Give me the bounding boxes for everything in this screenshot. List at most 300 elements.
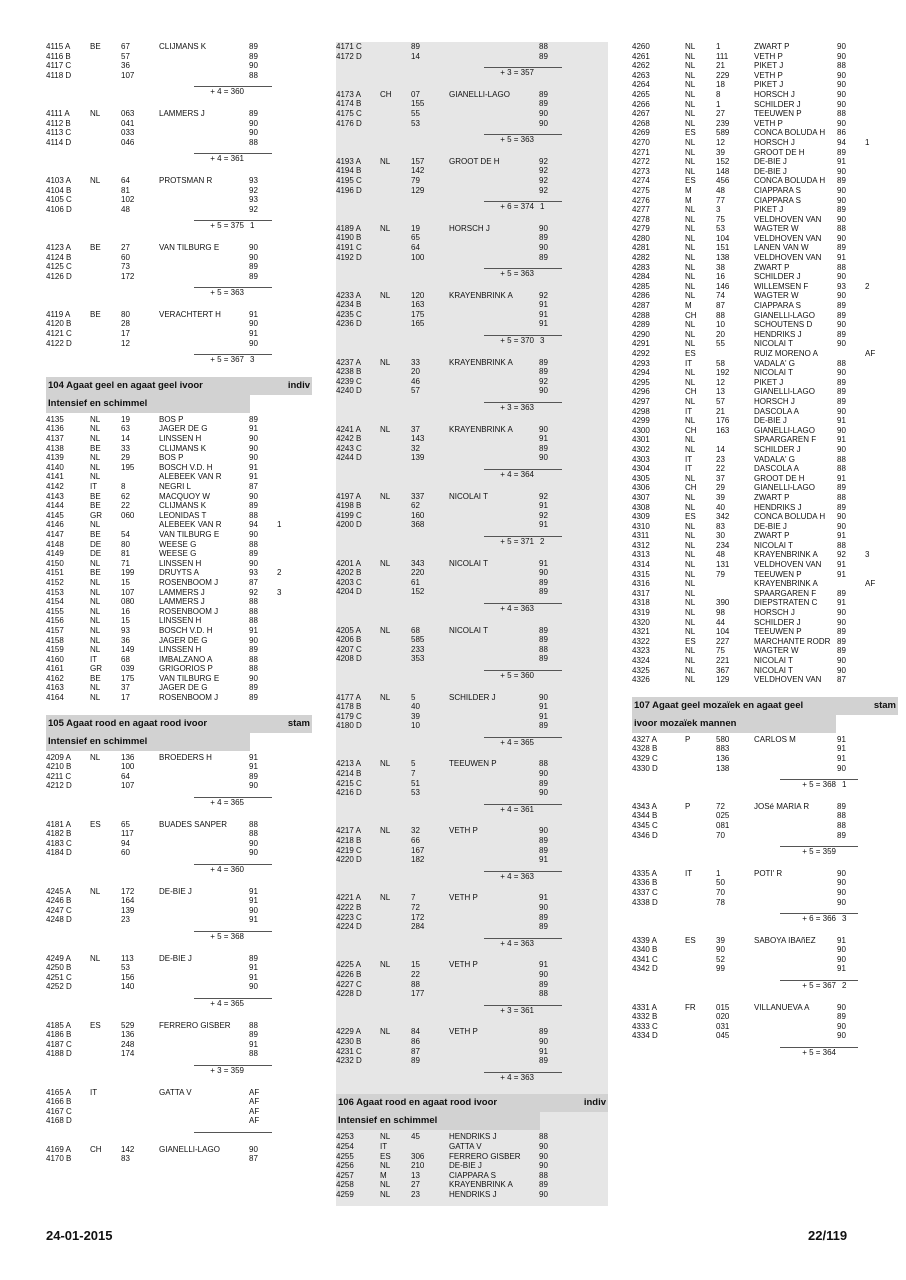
- table-cell: 72: [716, 801, 725, 811]
- table-cell: [380, 42, 411, 52]
- table-cell: 4219 C: [336, 845, 362, 855]
- table-cell: 88: [837, 454, 846, 464]
- table-cell: [865, 320, 883, 330]
- table-cell: [277, 1088, 295, 1098]
- table-cell: 22: [411, 969, 420, 979]
- table-cell: [567, 1037, 585, 1047]
- table-cell: 90: [249, 1144, 258, 1154]
- table-cell: 4104 B: [46, 185, 72, 195]
- table-cell: 64: [121, 771, 130, 781]
- table-row: [46, 1030, 312, 1040]
- table-cell: 89: [249, 771, 258, 781]
- table-cell: [90, 1107, 121, 1117]
- table-cell: [685, 945, 716, 955]
- table-row: [632, 831, 898, 841]
- table-cell: 89: [249, 683, 258, 693]
- table-cell: 3: [865, 550, 870, 560]
- block-total: [336, 738, 608, 748]
- table-cell: 4344 B: [632, 811, 658, 821]
- table-cell: 5: [411, 692, 416, 702]
- table-cell: DASCOLA A: [754, 464, 799, 474]
- section-subtitle: Intensief en schimmel: [46, 395, 250, 413]
- total-score: + 4 = 361: [210, 154, 244, 164]
- block-total: [336, 1006, 608, 1016]
- table-cell: [380, 310, 411, 320]
- block-total: [632, 1048, 898, 1058]
- table-cell: 64: [121, 175, 130, 185]
- rank-badge: [250, 154, 268, 164]
- table-cell: DE-BIE J: [159, 953, 192, 963]
- table-cell: GROOT DE H: [754, 473, 805, 483]
- section-header: [46, 377, 312, 395]
- table-cell: NL: [380, 424, 391, 434]
- table-cell: 22: [716, 464, 725, 474]
- table-cell: BE: [90, 491, 101, 501]
- table-cell: NL: [380, 1027, 391, 1037]
- table-cell: [567, 626, 585, 636]
- table-cell: 91: [837, 935, 846, 945]
- table-cell: 4151: [46, 568, 64, 578]
- table-cell: [865, 359, 883, 369]
- table-row: [632, 618, 898, 628]
- table-cell: [865, 234, 883, 244]
- table-cell: NL: [685, 99, 696, 109]
- table-row: [46, 310, 312, 320]
- table-cell: [380, 922, 411, 932]
- table-cell: 4227 C: [336, 979, 362, 989]
- column-3: [632, 42, 898, 1070]
- rank-badge: 2: [842, 981, 847, 991]
- table-cell: NICOLAI T: [754, 540, 793, 550]
- table-cell: [685, 764, 716, 774]
- table-cell: JAGER DE G: [159, 424, 208, 434]
- table-cell: [380, 444, 411, 454]
- table-row: [632, 1022, 898, 1032]
- table-row: [336, 693, 608, 703]
- table-cell: 14: [716, 444, 725, 454]
- table-cell: 90: [249, 905, 258, 915]
- table-cell: NL: [90, 635, 101, 645]
- rank-badge: [540, 1006, 558, 1016]
- table-cell: 4122 D: [46, 338, 72, 348]
- table-cell: AF: [249, 1106, 260, 1116]
- table-cell: 4218 B: [336, 836, 362, 846]
- table-cell: 4250 B: [46, 963, 72, 973]
- table-cell: NICOLAI T: [754, 656, 793, 665]
- table-cell: 4333 C: [632, 1021, 658, 1031]
- table-cell: [449, 186, 539, 196]
- table-cell: [865, 512, 883, 522]
- table-cell: 90: [249, 491, 258, 501]
- table-cell: 7: [411, 893, 416, 903]
- table-cell: DRUYTS A: [159, 568, 200, 578]
- table-cell: 152: [716, 157, 730, 167]
- table-cell: GIANELLI-LAGO: [754, 425, 815, 435]
- table-cell: 4292: [632, 349, 650, 358]
- table-cell: 90: [539, 108, 548, 118]
- table-cell: [380, 721, 411, 731]
- table-cell: HORSCH J: [754, 137, 795, 147]
- table-cell: 89: [539, 845, 548, 855]
- table-cell: 15: [121, 616, 130, 626]
- block-total: [336, 1073, 608, 1083]
- table-cell: [277, 444, 295, 454]
- table-cell: 4146: [46, 520, 64, 530]
- table-cell: NL: [380, 625, 391, 635]
- table-cell: 4166 B: [46, 1097, 72, 1107]
- table-row: [46, 588, 312, 598]
- table-cell: NL: [90, 683, 101, 693]
- table-cell: [865, 802, 883, 812]
- table-cell: 4242 B: [336, 434, 362, 444]
- table-cell: 90: [249, 982, 258, 992]
- table-cell: [449, 99, 539, 109]
- table-cell: 4115 A: [46, 42, 71, 51]
- table-cell: [449, 836, 539, 846]
- table-cell: FERRERO GISBER: [159, 1020, 231, 1030]
- table-cell: [449, 243, 539, 253]
- table-cell: CIAPPARA S: [449, 1170, 496, 1180]
- table-cell: ZWART P: [754, 531, 790, 541]
- table-cell: [567, 960, 585, 970]
- table-cell: 4306: [632, 483, 650, 493]
- table-cell: 90: [837, 954, 846, 964]
- table-cell: 89: [837, 301, 846, 311]
- table-cell: NL: [685, 444, 696, 454]
- table-cell: NL: [685, 224, 696, 234]
- table-cell: 4144: [46, 501, 64, 511]
- table-cell: 4249 A: [46, 953, 71, 963]
- table-cell: [277, 109, 295, 119]
- table-cell: 90: [837, 897, 846, 907]
- table-cell: IMBALZANO A: [159, 654, 213, 664]
- table-cell: [865, 301, 883, 311]
- table-row: [336, 826, 608, 836]
- table-cell: 90: [539, 118, 548, 128]
- table-cell: [159, 119, 249, 129]
- table-cell: 88: [539, 42, 548, 51]
- table-cell: [754, 754, 837, 764]
- table-cell: 4210 B: [46, 762, 72, 772]
- table-row: [46, 1040, 312, 1050]
- table-cell: [90, 339, 121, 349]
- table-row: [632, 646, 898, 656]
- table-cell: 4283: [632, 262, 650, 272]
- section-header: [46, 715, 312, 733]
- table-cell: DE-BIE J: [159, 886, 192, 896]
- table-cell: 4236 D: [336, 319, 362, 329]
- table-cell: 90: [249, 61, 258, 71]
- table-cell: 90: [249, 529, 258, 539]
- table-cell: 16: [716, 272, 725, 282]
- table-row: [46, 262, 312, 272]
- table-row: [632, 71, 898, 81]
- total-score: + 4 = 365: [210, 998, 244, 1008]
- table-cell: 020: [716, 1012, 730, 1022]
- table-cell: 4211 C: [46, 771, 72, 781]
- table-cell: 155: [411, 99, 425, 109]
- table-cell: 4273: [632, 166, 650, 176]
- column-1: [46, 42, 312, 1176]
- table-row: [336, 1056, 608, 1066]
- table-cell: 175: [121, 673, 135, 683]
- total-score: + 5 = 363: [500, 135, 534, 145]
- table-cell: AF: [249, 1087, 260, 1097]
- table-cell: 5: [411, 759, 416, 769]
- table-cell: [380, 99, 411, 109]
- table-cell: 138: [716, 763, 730, 773]
- table-row: [632, 301, 898, 311]
- table-row: [336, 1037, 608, 1047]
- table-cell: [685, 821, 716, 831]
- table-cell: [277, 453, 295, 463]
- table-cell: [567, 1056, 585, 1066]
- table-row: [336, 893, 608, 903]
- table-cell: 4223 C: [336, 912, 362, 922]
- table-cell: 29: [121, 453, 130, 463]
- table-cell: [865, 493, 883, 503]
- table-row: [46, 887, 312, 897]
- table-cell: [567, 1161, 585, 1171]
- table-cell: 90: [539, 568, 548, 578]
- table-cell: 13: [411, 1170, 420, 1180]
- table-row: [46, 906, 312, 916]
- table-row: [336, 913, 608, 923]
- table-cell: NICOLAI T: [449, 558, 488, 568]
- table-cell: M: [685, 195, 692, 205]
- table-cell: 91: [837, 560, 846, 570]
- block-total: [46, 932, 312, 942]
- table-cell: NL: [380, 558, 391, 568]
- table-cell: TEEUWEN P: [754, 109, 802, 119]
- table-row: [46, 424, 312, 434]
- table-cell: 4215 C: [336, 778, 362, 788]
- table-cell: 14: [411, 51, 420, 61]
- table-cell: [865, 311, 883, 321]
- table-row: [632, 205, 898, 215]
- table-row: [632, 656, 898, 666]
- table-row: [46, 1145, 312, 1155]
- rank-badge: 3: [250, 355, 255, 365]
- table-cell: CH: [685, 310, 697, 320]
- table-cell: 4320: [632, 617, 650, 627]
- table-cell: 90: [837, 656, 846, 665]
- table-cell: 39: [716, 492, 725, 502]
- table-cell: [449, 434, 539, 444]
- table-cell: [159, 772, 249, 782]
- table-cell: [449, 769, 539, 779]
- table-row: [46, 973, 312, 983]
- table-cell: 88: [249, 654, 258, 664]
- table-cell: 580: [716, 734, 730, 744]
- table-cell: M: [380, 1170, 387, 1180]
- table-cell: 89: [539, 233, 548, 243]
- table-cell: 93: [121, 625, 130, 635]
- table-cell: 89: [837, 205, 846, 215]
- table-cell: NL: [380, 223, 391, 233]
- table-cell: [380, 846, 411, 856]
- table-cell: 4284: [632, 272, 650, 282]
- table-cell: [380, 186, 411, 196]
- table-cell: 4156: [46, 616, 64, 626]
- table-row: [336, 645, 608, 655]
- table-cell: 90: [837, 339, 846, 349]
- rank-badge: [250, 87, 268, 97]
- table-cell: 151: [716, 243, 730, 253]
- table-cell: NL: [685, 157, 696, 167]
- table-row: [632, 282, 898, 292]
- table-cell: [159, 1154, 249, 1164]
- table-cell: [380, 176, 411, 186]
- table-cell: [567, 319, 585, 329]
- table-row: [632, 878, 898, 888]
- table-cell: NL: [90, 558, 101, 568]
- table-cell: 4157: [46, 625, 64, 635]
- table-cell: 4194 B: [336, 166, 362, 176]
- table-cell: 89: [837, 627, 846, 637]
- table-cell: 4297: [632, 396, 650, 406]
- table-cell: 4229 A: [336, 1027, 361, 1037]
- table-cell: TEEUWEN P: [754, 627, 802, 637]
- table-cell: 89: [837, 830, 846, 840]
- table-cell: [754, 878, 837, 888]
- table-cell: 90: [539, 826, 548, 836]
- table-cell: [159, 1040, 249, 1050]
- table-cell: 92: [539, 290, 548, 300]
- table-cell: 4245 A: [46, 886, 71, 896]
- table-cell: NL: [685, 70, 696, 80]
- table-cell: 90: [539, 692, 548, 702]
- table-cell: [865, 109, 883, 119]
- table-row: [632, 869, 898, 879]
- table-cell: 90: [837, 233, 846, 243]
- table-cell: 88: [539, 1170, 548, 1180]
- table-cell: [865, 627, 883, 637]
- table-row: [336, 233, 608, 243]
- total-score: + 4 = 363: [500, 603, 534, 613]
- table-cell: 92: [539, 185, 548, 195]
- table-row: [336, 846, 608, 856]
- table-cell: 88: [837, 811, 846, 821]
- table-cell: 4183 C: [46, 838, 72, 848]
- table-cell: 4177 A: [336, 692, 361, 702]
- table-cell: [277, 626, 295, 636]
- table-cell: [449, 367, 539, 377]
- table-cell: 4286: [632, 291, 650, 301]
- table-cell: [277, 1154, 295, 1164]
- table-cell: 90: [539, 1141, 548, 1151]
- section-title: 105 Agaat rood en agaat rood ivoor: [48, 717, 208, 729]
- table-cell: 88: [837, 464, 846, 474]
- table-cell: [865, 71, 883, 81]
- table-cell: 033: [121, 128, 135, 138]
- table-cell: CIAPPARA S: [754, 185, 801, 195]
- table-cell: [277, 42, 295, 52]
- table-cell: 39: [716, 935, 725, 945]
- table-cell: 89: [837, 646, 846, 656]
- table-cell: NL: [90, 625, 101, 635]
- table-cell: 89: [249, 271, 258, 281]
- table-cell: 89: [539, 625, 548, 635]
- table-cell: 4337 C: [632, 887, 658, 897]
- table-cell: 93: [249, 175, 258, 185]
- table-cell: [380, 233, 411, 243]
- table-cell: 91: [539, 501, 548, 511]
- table-cell: 4205 A: [336, 625, 361, 635]
- table-cell: [449, 176, 539, 186]
- table-row: [336, 654, 608, 664]
- table-cell: 36: [121, 61, 130, 71]
- table-cell: [380, 319, 411, 329]
- table-cell: [865, 397, 883, 407]
- table-cell: 90: [539, 1161, 548, 1171]
- table-cell: 146: [716, 281, 730, 291]
- table-cell: [277, 887, 295, 897]
- table-row: [46, 626, 312, 636]
- table-cell: [159, 319, 249, 329]
- table-cell: [567, 645, 585, 655]
- table-row: [632, 735, 898, 745]
- table-cell: [865, 955, 883, 965]
- table-cell: [567, 826, 585, 836]
- table-cell: 4212 D: [46, 781, 72, 791]
- table-cell: 4171 C: [336, 42, 362, 51]
- table-cell: [90, 848, 121, 858]
- table-cell: 89: [837, 176, 846, 186]
- table-cell: 89: [539, 357, 548, 367]
- table-cell: ROSENBOOM J: [159, 606, 219, 616]
- table-cell: [449, 654, 539, 664]
- section-subtitle: ivoor mozaïek mannen: [632, 715, 836, 733]
- total-score: + 5 = 370: [500, 336, 534, 346]
- table-cell: 4305: [632, 473, 650, 483]
- table-cell: 90: [249, 128, 258, 138]
- table-row: [46, 1154, 312, 1164]
- table-cell: 91: [539, 1046, 548, 1056]
- table-cell: 129: [411, 185, 425, 195]
- table-cell: 342: [716, 512, 730, 522]
- table-cell: 89: [539, 635, 548, 645]
- table-cell: 90: [249, 252, 258, 262]
- table-cell: 4208 D: [336, 654, 362, 664]
- table-cell: 148: [716, 166, 730, 176]
- table-row: [336, 568, 608, 578]
- table-cell: 140: [121, 982, 135, 992]
- table-cell: 89: [539, 587, 548, 597]
- table-cell: [90, 262, 121, 272]
- table-cell: NL: [90, 886, 101, 896]
- table-cell: [159, 781, 249, 791]
- table-cell: 89: [539, 99, 548, 109]
- table-cell: NL: [685, 281, 696, 291]
- table-cell: [567, 578, 585, 588]
- table-row: [632, 416, 898, 426]
- table-cell: [159, 138, 249, 148]
- table-cell: NL: [685, 243, 696, 253]
- table-cell: 89: [837, 801, 846, 811]
- table-cell: [159, 1030, 249, 1040]
- table-cell: 4243 C: [336, 443, 362, 453]
- table-cell: [865, 435, 883, 445]
- table-cell: 89: [539, 979, 548, 989]
- table-row: [46, 781, 312, 791]
- table-cell: 88: [249, 606, 258, 616]
- table-cell: 92: [539, 491, 548, 501]
- table-cell: [449, 520, 539, 530]
- table-cell: KRAYENBRINK A: [449, 424, 513, 434]
- table-cell: 063: [121, 108, 135, 118]
- table-cell: [277, 578, 295, 588]
